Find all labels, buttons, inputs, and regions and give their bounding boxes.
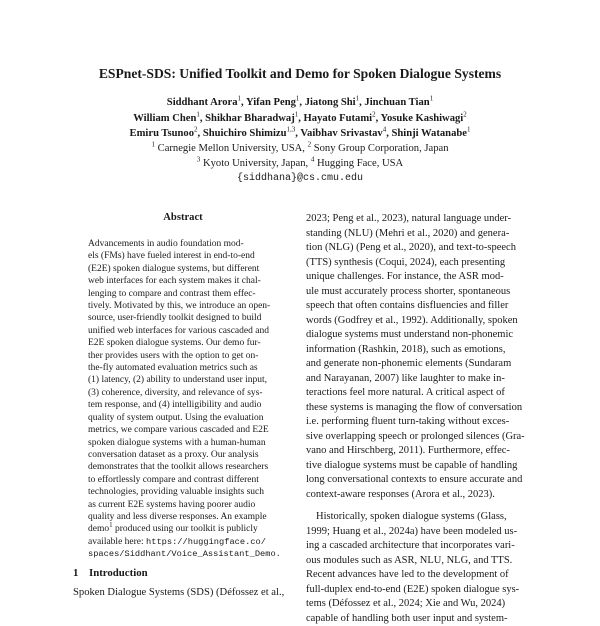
- affiliation-text: Hugging Face, USA: [314, 158, 403, 169]
- abstract-line: Advancements in audio foundation mod-: [88, 238, 288, 250]
- affiliation-line-1: [0, 141, 600, 156]
- author-line-1: Siddhant Arora$^1$, Yifan Peng$^1$, Jiatong Shi$^1$, Jinchuan Tian$^1$: [0, 95, 600, 111]
- body-line: ous modules such as ASR, NLU, NLG, and TTS.: [306, 554, 536, 569]
- abstract-line: lenging to compare and contrast them effec-: [88, 288, 288, 300]
- affiliation-line-2: [0, 156, 600, 171]
- intro-first-line: Spoken Dialogue Systems (SDS) (Défossez et al.,: [73, 587, 284, 598]
- author-affiliation-marker: 1: [467, 125, 471, 133]
- author-affiliation-marker: 4: [383, 125, 387, 133]
- affiliation-marker: 1: [151, 140, 155, 148]
- author-line-2: William Chen$^1$, Shikhar Bharadwaj$^1$, Hayato Futami$^2$, Yosuke Kashiwagi$^2$: [0, 111, 600, 127]
- abstract-line-url: available here: https://huggingface.co/: [88, 536, 288, 548]
- body-line: words (Godfrey et al., 1992). Additionally, spoken: [306, 314, 536, 329]
- body-line: Historically, spoken dialogue systems (Glass,: [306, 510, 536, 525]
- author-affiliation-marker: 1: [356, 94, 360, 102]
- body-line: standing (NLU) (Mehri et al., 2020) and genera-: [306, 227, 536, 242]
- affiliations: [0, 141, 600, 186]
- abstract-line: E2E spoken dialogue systems. Our demo fur-: [88, 337, 288, 349]
- abstract-line-demo: demo$^1$ produced using our toolkit is publicly: [88, 523, 288, 535]
- section-title: Introduction: [89, 567, 148, 579]
- abstract-line: demonstrates that the toolkit allows researchers: [88, 461, 288, 473]
- abstract-line: quality of system output. Using the evaluation: [88, 412, 288, 424]
- paper-title: ESPnet-SDS: Unified Toolkit and Demo for Spoken Dialogue Systems: [0, 66, 600, 82]
- author-line-3: Emiru Tsunoo$^2$, Shuichiro Shimizu$^{1,3}$, Vaibhav Srivastav$^4$, Shinji Watanabe$^1$: [0, 126, 600, 142]
- author-name: Shuichiro Shimizu: [203, 128, 287, 139]
- abstract-line: metrics, we compare various cascaded and E2E: [88, 424, 288, 436]
- demo-url-link-cont[interactable]: spaces/Siddhant/Voice_Assistant_Demo.: [88, 548, 288, 560]
- body-line: tion (NLG) (Peng et al., 2020), and text-to-speech: [306, 241, 536, 256]
- author-list: [0, 95, 600, 142]
- author-affiliation-marker: 1: [295, 110, 299, 118]
- affiliation-marker: 2: [308, 140, 312, 148]
- body-line: tems (Défossez et al., 2024; Xie and Wu, 2024): [306, 597, 536, 612]
- body-line: 2023; Peng et al., 2023), natural language under-: [306, 212, 536, 227]
- abstract-line: ther provides users with the option to get on-: [88, 350, 288, 362]
- section-heading-introduction: [73, 567, 148, 579]
- body-line: context-aware responses (Arora et al., 2023).: [306, 488, 536, 503]
- author-affiliation-marker: 1: [296, 94, 300, 102]
- body-line: vano and Hirschberg, 2011). Furthermore, effec-: [306, 444, 536, 459]
- author-affiliation-marker: 1: [196, 110, 200, 118]
- body-line: unique challenges. For instance, the ASR mod-: [306, 270, 536, 285]
- author-name: Shikhar Bharadwaj: [205, 113, 295, 124]
- body-line: information (Rashkin, 2018), such as emotions,: [306, 343, 536, 358]
- footnote-marker[interactable]: 1: [109, 521, 113, 529]
- abstract-line: technologies, providing valuable insights such: [88, 486, 288, 498]
- contact-email[interactable]: {siddhana}@cs.cmu.edu: [0, 171, 600, 186]
- body-line: long conversational contexts to ensure accurate and: [306, 473, 536, 488]
- author-name: Yosuke Kashiwagi: [381, 113, 464, 124]
- affiliation-marker: 3: [197, 155, 201, 163]
- abstract-heading: Abstract: [88, 212, 278, 223]
- abstract-line: tem response, and (4) intelligibility and audio: [88, 399, 288, 411]
- abstract-line: to effortlessly compare and contrast different: [88, 474, 288, 486]
- body-line: Recent advances have led to the development of: [306, 568, 536, 583]
- author-affiliation-marker: 1,3: [287, 125, 296, 133]
- body-line: and Narayanan, 2007) like laughter to make in-: [306, 372, 536, 387]
- affiliation-text: Kyoto University, Japan,: [200, 158, 311, 169]
- author-name: Shinji Watanabe: [392, 128, 467, 139]
- author-name: Yifan Peng: [246, 97, 296, 108]
- body-line: capable of handling both user input and system-: [306, 612, 536, 626]
- body-line: (TTS) synthesis (Coqui, 2024), each presenting: [306, 256, 536, 271]
- author-affiliation-marker: 1: [238, 94, 242, 102]
- author-name: Hayato Futami: [304, 113, 373, 124]
- body-line: and generate non-phonemic elements (Sundaram: [306, 357, 536, 372]
- body-line: i.e. performing fluent turn-taking without exces-: [306, 415, 536, 430]
- abstract-line: (E2E) spoken dialogue systems, but different: [88, 263, 288, 275]
- abstract-line: spoken dialogue systems with a human-human: [88, 437, 288, 449]
- abstract-line: web interfaces for each system makes it chal-: [88, 275, 288, 287]
- author-name: William Chen: [133, 113, 196, 124]
- body-line: speech that often contains disfluencies and filler: [306, 299, 536, 314]
- section-number: 1: [73, 567, 89, 579]
- body-line: these systems is managing the flow of conversation: [306, 401, 536, 416]
- paragraph-gap: [306, 502, 536, 510]
- body-line: sive overlapping speech or prolonged silences (Gra-: [306, 430, 536, 445]
- affiliation-text: Carnegie Mellon University, USA,: [155, 143, 308, 154]
- author-name: Emiru Tsunoo: [130, 128, 194, 139]
- affiliation-text: Sony Group Corporation, Japan: [311, 143, 448, 154]
- body-line: full-duplex end-to-end (E2E) spoken dialogue sys-: [306, 583, 536, 598]
- abstract-line: as current E2E systems having poorer audio: [88, 499, 288, 511]
- abstract-line: the-fly automated evaluation metrics such as: [88, 362, 288, 374]
- author-name: Jiatong Shi: [305, 97, 356, 108]
- abstract-line: unified web interfaces for various cascaded and: [88, 325, 288, 337]
- affiliation-marker: 4: [311, 155, 315, 163]
- author-name: Siddhant Arora: [167, 97, 238, 108]
- abstract-line: conversation dataset as a proxy. Our analysis: [88, 449, 288, 461]
- demo-url-link[interactable]: https://huggingface.co/: [146, 537, 266, 547]
- abstract-line: source, user-friendly toolkit designed to build: [88, 312, 288, 324]
- author-affiliation-marker: 1: [430, 94, 434, 102]
- right-column: [306, 212, 536, 626]
- abstract-line: els (FMs) have fueled interest in end-to-end: [88, 250, 288, 262]
- author-name: Vaibhav Srivastav: [300, 128, 382, 139]
- abstract-line: (1) latency, (2) ability to understand user input,: [88, 374, 288, 386]
- abstract-line: tively. Motivated by this, we introduce an open-: [88, 300, 288, 312]
- body-line: tive dialogue systems must be capable of handling: [306, 459, 536, 474]
- author-name: Jinchuan Tian: [364, 97, 429, 108]
- author-affiliation-marker: 2: [372, 110, 376, 118]
- body-line: dialogue systems must understand non-phonemic: [306, 328, 536, 343]
- abstract-body: [88, 238, 288, 561]
- body-line: 1999; Huang et al., 2024a) have been modeled us-: [306, 525, 536, 540]
- author-affiliation-marker: 2: [194, 125, 198, 133]
- body-line: ing a cascaded architecture that incorporates vari-: [306, 539, 536, 554]
- abstract-line: (3) coherence, diversity, and relevance of sys-: [88, 387, 288, 399]
- body-line: ule must accurately process shorter, spontaneous: [306, 285, 536, 300]
- body-line: teractions feel more natural. A critical aspect of: [306, 386, 536, 401]
- abstract-line: quality and less diverse responses. An example: [88, 511, 288, 523]
- author-affiliation-marker: 2: [463, 110, 467, 118]
